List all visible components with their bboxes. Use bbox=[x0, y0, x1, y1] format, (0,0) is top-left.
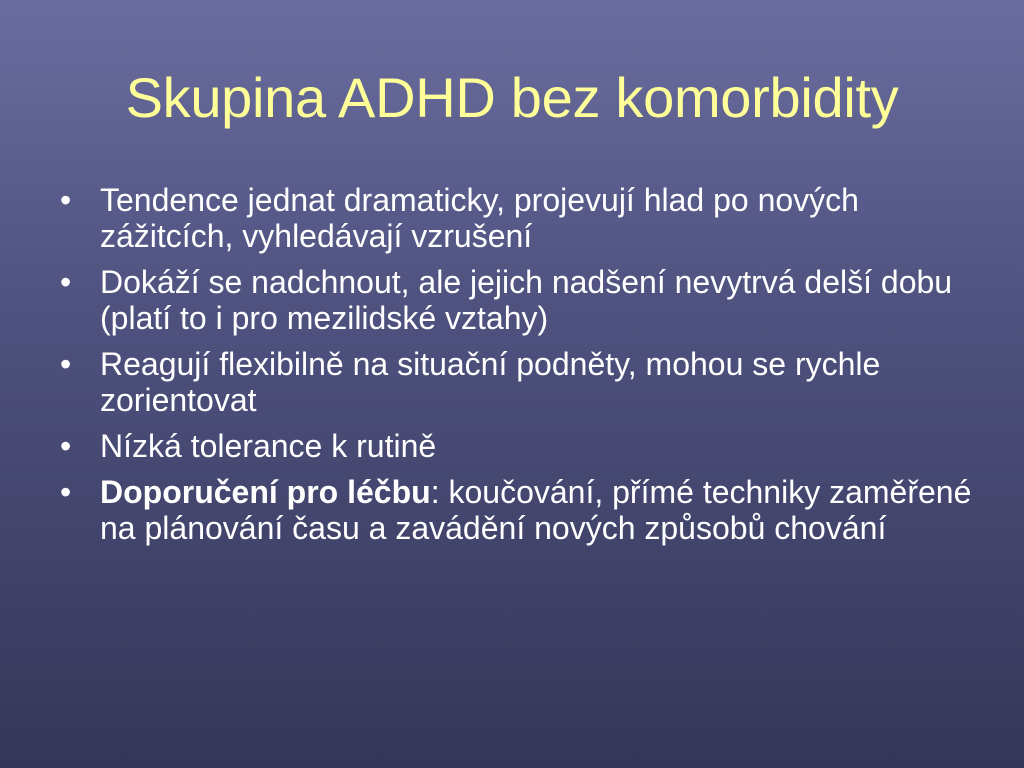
bullet-item-2 bbox=[60, 264, 975, 336]
bullet-icon: • bbox=[60, 428, 72, 464]
bullet-icon: • bbox=[60, 264, 72, 300]
bullet-item-3 bbox=[60, 346, 975, 418]
bullet-item-4 bbox=[60, 428, 975, 464]
bullet-list bbox=[60, 182, 975, 556]
bullet-text: Tendence jednat dramaticky, projevují hlad po nových zážitcích, vyhledávají vzrušení bbox=[100, 182, 859, 254]
bullet-icon: • bbox=[60, 474, 72, 510]
bullet-text: : koučování, přímé techniky zaměřené na plánování času a zavádění nových způsobů chování bbox=[100, 474, 972, 546]
bullet-icon: • bbox=[60, 346, 72, 382]
slide-title: Skupina ADHD bez komorbidity bbox=[125, 66, 899, 129]
bullet-item-1 bbox=[60, 182, 975, 254]
bullet-icon: • bbox=[60, 182, 72, 218]
bullet-text: Nízká tolerance k rutině bbox=[100, 428, 437, 464]
bullet-text: Dokáží se nadchnout, ale jejich nadšení nevytrvá delší dobu (platí to i pro mezilidské vztahy) bbox=[100, 264, 953, 336]
bullet-text: Reagují flexibilně na situační podněty, mohou se rychle zorientovat bbox=[100, 346, 881, 418]
bullet-item-5 bbox=[60, 474, 975, 546]
bullet-bold-lead: Doporučení pro léčbu bbox=[100, 474, 431, 510]
